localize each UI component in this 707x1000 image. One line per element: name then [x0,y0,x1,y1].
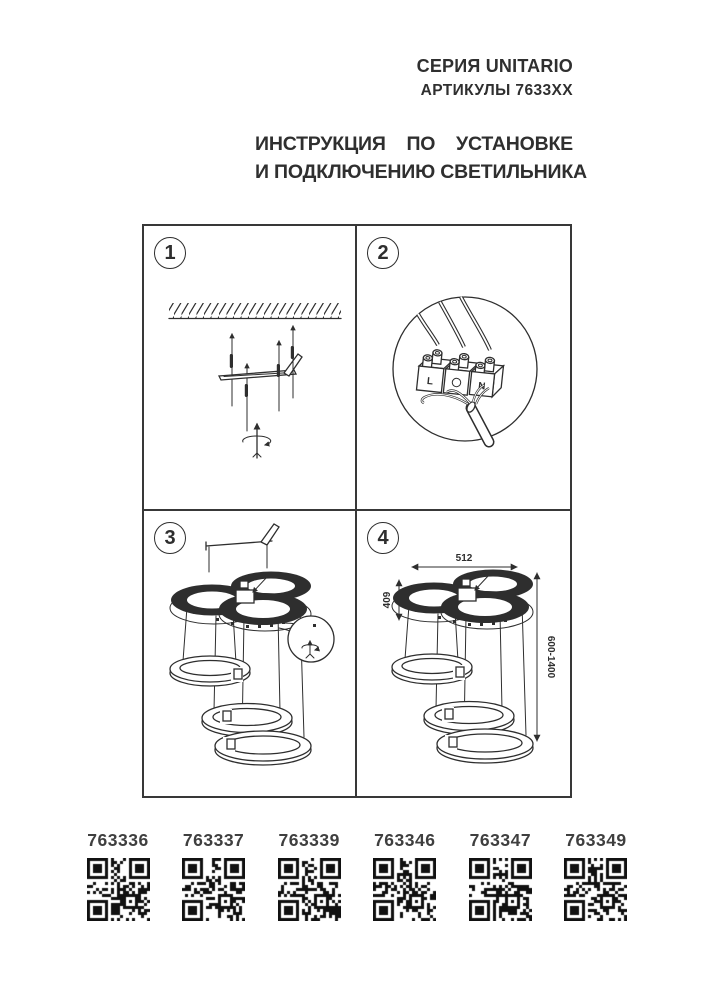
step-1-panel [144,226,357,511]
mounting-bracket-drawing [219,326,302,431]
step-3-number: 3 [164,526,176,549]
step-3-illustration [144,511,357,794]
header [417,56,573,100]
step-4-number-badge [367,522,399,554]
qr-code-image [564,858,627,921]
qr-code-image [278,858,341,921]
step-1-illustration [144,226,357,509]
step-2-illustration [357,226,570,509]
step-4-panel [357,511,570,796]
step-1-number: 1 [164,241,176,264]
article-qr-item [181,830,247,921]
supply-wires [418,297,490,350]
article-qr-item [85,830,151,921]
ceiling-hatch [169,303,341,319]
dimension-width-label: 512 [455,553,473,564]
step-3-number-badge [154,522,186,554]
chandelier-drawing [170,572,311,766]
dimension-suspension-label: 600-1400 [545,635,556,679]
step-2-number-badge [367,237,399,269]
article-qr-item [372,830,438,921]
step-3-panel [144,511,357,796]
step-1-number-badge [154,237,186,269]
page-title-line1: ИНСТРУКЦИЯ ПО УСТАНОВКЕ [255,133,573,155]
dimension-suspension [537,573,556,741]
series-title: СЕРИЯ UNITARIO [416,56,573,76]
article-number: 763336 [87,830,149,850]
instruction-grid [142,224,572,798]
qr-code-image [87,858,150,921]
article-number: 763346 [374,830,436,850]
dimension-canopy-label: 409 [382,591,393,609]
terminal-N-label: N [477,380,486,393]
page-title [255,130,587,186]
article-qr-item [563,830,629,921]
article-number: 763339 [278,830,340,850]
step-2-number: 2 [377,241,389,264]
articles-subtitle: АРТИКУЛЫ 7633ХХ [420,82,573,99]
article-number: 763347 [469,830,532,850]
article-number: 763337 [182,830,245,850]
adjuster-callout [279,616,334,662]
ceiling-bar-drawing [206,524,279,572]
qr-code-image [182,858,245,921]
article-qr-item [276,830,342,921]
step-2-panel [357,226,570,511]
qr-code-image [373,858,436,921]
terminal-L-label: L [426,375,434,388]
article-qr-item [467,830,533,921]
terminal-block-drawing [416,348,504,399]
qr-row [85,830,629,921]
step-4-number: 4 [377,526,389,549]
chandelier-drawing [392,570,533,764]
qr-code-image [469,858,532,921]
page-title-line2: И ПОДКЛЮЧЕНИЮ СВЕТИЛЬНИКА [255,161,587,183]
article-number: 763349 [565,830,627,850]
step-4-illustration [357,511,570,794]
dimension-width [412,553,517,567]
